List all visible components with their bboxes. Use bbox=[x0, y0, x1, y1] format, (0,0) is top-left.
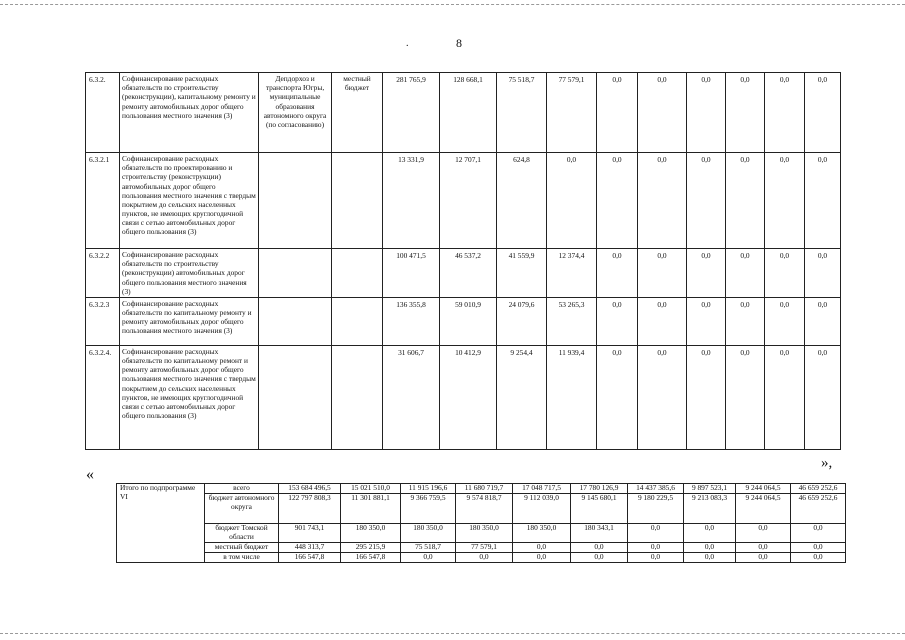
summary-funding-source: в том числе bbox=[205, 552, 279, 562]
summary-amount-cell: 0,0 bbox=[513, 542, 571, 552]
amount-cell: 0,0 bbox=[638, 345, 687, 449]
item-executor bbox=[259, 345, 332, 449]
summary-amount-cell: 9 897 523,1 bbox=[684, 484, 736, 494]
summary-row bbox=[117, 542, 846, 552]
item-name: Софинансирование расходных обязательств по проектированию и строительству (реконструкции) автомобильных дорог общего пользования местного значения с твердым покрытием до сельских населенных пунктов, не имеющих круглогодичной связи с сетью автомобильных дорог общего пользования (3) bbox=[120, 153, 259, 249]
amount-cell: 11 939,4 bbox=[547, 345, 597, 449]
amount-cell: 59 010,9 bbox=[440, 297, 497, 345]
amount-cell: 0,0 bbox=[687, 73, 726, 153]
amount-cell: 0,0 bbox=[597, 345, 638, 449]
summary-amount-cell: 0,0 bbox=[401, 552, 456, 562]
item-funding-source bbox=[332, 153, 383, 249]
item-name: Софинансирование расходных обязательств по строительству (реконструкции), капитальному ремонту и ремонту автомобильных дорог общего пользования местного значения (3) bbox=[120, 73, 259, 153]
summary-amount-cell: 9 145 680,1 bbox=[571, 494, 628, 524]
summary-funding-source: местный бюджет bbox=[205, 542, 279, 552]
item-name: Софинансирование расходных обязательств по капитальному ремонту и ремонту автомобильных дорог общего пользования местного значения (3) bbox=[120, 297, 259, 345]
item-code: 6.3.2.3 bbox=[86, 297, 120, 345]
summary-amount-cell: 9 244 064,5 bbox=[736, 484, 791, 494]
summary-amount-cell: 0,0 bbox=[628, 524, 684, 543]
amount-cell: 0,0 bbox=[597, 297, 638, 345]
summary-amount-cell: 0,0 bbox=[456, 552, 513, 562]
summary-amount-cell: 0,0 bbox=[736, 524, 791, 543]
amount-cell: 0,0 bbox=[597, 249, 638, 298]
table-row bbox=[86, 249, 841, 298]
amount-cell: 624,8 bbox=[497, 153, 547, 249]
summary-amount-cell: 75 518,7 bbox=[401, 542, 456, 552]
summary-amount-cell: 0,0 bbox=[571, 552, 628, 562]
summary-amount-cell: 180 350,0 bbox=[456, 524, 513, 543]
amount-cell: 0,0 bbox=[687, 153, 726, 249]
summary-amount-cell: 180 350,0 bbox=[513, 524, 571, 543]
summary-amount-cell: 11 680 719,7 bbox=[456, 484, 513, 494]
amount-cell: 0,0 bbox=[765, 345, 805, 449]
summary-amount-cell: 0,0 bbox=[628, 552, 684, 562]
amount-cell: 128 668,1 bbox=[440, 73, 497, 153]
amount-cell: 100 471,5 bbox=[383, 249, 440, 298]
summary-amount-cell: 0,0 bbox=[791, 552, 846, 562]
summary-amount-cell: 180 350,0 bbox=[341, 524, 401, 543]
summary-amount-cell: 9 574 818,7 bbox=[456, 494, 513, 524]
subprogram-total-body bbox=[117, 484, 846, 563]
table-row bbox=[86, 73, 841, 153]
amount-cell: 0,0 bbox=[805, 345, 841, 449]
amount-cell: 0,0 bbox=[638, 249, 687, 298]
summary-amount-cell: 11 301 881,1 bbox=[341, 494, 401, 524]
summary-row bbox=[117, 494, 846, 524]
summary-amount-cell: 0,0 bbox=[571, 542, 628, 552]
summary-amount-cell: 0,0 bbox=[684, 552, 736, 562]
item-code: 6.3.2.4. bbox=[86, 345, 120, 449]
table-row bbox=[86, 345, 841, 449]
item-executor bbox=[259, 153, 332, 249]
summary-amount-cell: 122 797 808,3 bbox=[279, 494, 341, 524]
summary-row bbox=[117, 524, 846, 543]
amount-cell: 0,0 bbox=[547, 153, 597, 249]
summary-amount-cell: 77 579,1 bbox=[456, 542, 513, 552]
amount-cell: 0,0 bbox=[687, 249, 726, 298]
amount-cell: 12 707,1 bbox=[440, 153, 497, 249]
amount-cell: 0,0 bbox=[687, 345, 726, 449]
amount-cell: 0,0 bbox=[687, 297, 726, 345]
summary-amount-cell: 14 437 385,6 bbox=[628, 484, 684, 494]
summary-amount-cell: 0,0 bbox=[628, 542, 684, 552]
item-executor bbox=[259, 297, 332, 345]
amount-cell: 0,0 bbox=[638, 297, 687, 345]
amount-cell: 0,0 bbox=[765, 297, 805, 345]
amount-cell: 0,0 bbox=[597, 73, 638, 153]
amount-cell: 0,0 bbox=[805, 249, 841, 298]
summary-amount-cell: 17 048 717,5 bbox=[513, 484, 571, 494]
amount-cell: 0,0 bbox=[765, 73, 805, 153]
quote-open: « bbox=[86, 466, 94, 483]
item-funding-source: местный бюджет bbox=[332, 73, 383, 153]
amount-cell: 46 537,2 bbox=[440, 249, 497, 298]
item-executor: Депдорхоз и транспорта Югры, муниципальные образования автономного округа (по согласованию) bbox=[259, 73, 332, 153]
scan-edge-bottom bbox=[0, 633, 905, 634]
summary-funding-source: бюджет Томской области bbox=[205, 524, 279, 543]
summary-amount-cell: 15 021 510,0 bbox=[341, 484, 401, 494]
amount-cell: 0,0 bbox=[726, 73, 765, 153]
amount-cell: 0,0 bbox=[726, 297, 765, 345]
page-dot-mark: . bbox=[406, 38, 409, 49]
summary-amount-cell: 9 180 229,5 bbox=[628, 494, 684, 524]
amount-cell: 77 579,1 bbox=[547, 73, 597, 153]
amount-cell: 0,0 bbox=[765, 153, 805, 249]
summary-row bbox=[117, 552, 846, 562]
amount-cell: 0,0 bbox=[726, 153, 765, 249]
item-code: 6.3.2.1 bbox=[86, 153, 120, 249]
item-code: 6.3.2. bbox=[86, 73, 120, 153]
summary-amount-cell: 9 366 759,5 bbox=[401, 494, 456, 524]
item-code: 6.3.2.2 bbox=[86, 249, 120, 298]
amount-cell: 12 374,4 bbox=[547, 249, 597, 298]
amount-cell: 0,0 bbox=[638, 153, 687, 249]
amount-cell: 9 254,4 bbox=[497, 345, 547, 449]
summary-amount-cell: 0,0 bbox=[791, 524, 846, 543]
summary-amount-cell: 0,0 bbox=[736, 552, 791, 562]
summary-amount-cell: 180 350,0 bbox=[401, 524, 456, 543]
summary-amount-cell: 166 547,8 bbox=[279, 552, 341, 562]
summary-amount-cell: 46 659 252,6 bbox=[791, 484, 846, 494]
summary-amount-cell: 0,0 bbox=[684, 542, 736, 552]
summary-amount-cell: 448 313,7 bbox=[279, 542, 341, 552]
summary-amount-cell: 295 215,9 bbox=[341, 542, 401, 552]
amount-cell: 31 606,7 bbox=[383, 345, 440, 449]
scan-edge-top bbox=[0, 4, 905, 5]
amount-cell: 281 765,9 bbox=[383, 73, 440, 153]
subprogram-total-table bbox=[116, 483, 846, 563]
quote-close: », bbox=[821, 455, 833, 471]
summary-amount-cell: 901 743,1 bbox=[279, 524, 341, 543]
item-funding-source bbox=[332, 249, 383, 298]
amount-cell: 136 355,8 bbox=[383, 297, 440, 345]
amount-cell: 0,0 bbox=[805, 153, 841, 249]
summary-amount-cell: 9 112 039,0 bbox=[513, 494, 571, 524]
summary-amount-cell: 9 244 064,5 bbox=[736, 494, 791, 524]
summary-amount-cell: 0,0 bbox=[513, 552, 571, 562]
table-row bbox=[86, 297, 841, 345]
summary-amount-cell: 9 213 083,3 bbox=[684, 494, 736, 524]
summary-amount-cell: 153 684 496,5 bbox=[279, 484, 341, 494]
amount-cell: 0,0 bbox=[805, 297, 841, 345]
summary-amount-cell: 0,0 bbox=[736, 542, 791, 552]
summary-label: Итого по подпрограмме VI bbox=[117, 484, 205, 563]
item-name: Софинансирование расходных обязательств по строительству (реконструкции) автомобильных дорог общего пользования местного значения (3) bbox=[120, 249, 259, 298]
amount-cell: 53 265,3 bbox=[547, 297, 597, 345]
summary-amount-cell: 180 343,1 bbox=[571, 524, 628, 543]
summary-row bbox=[117, 484, 846, 494]
budget-items-body bbox=[86, 73, 841, 450]
amount-cell: 0,0 bbox=[638, 73, 687, 153]
budget-items-table bbox=[85, 72, 841, 450]
item-name: Софинансирование расходных обязательств по капитальному ремонт и ремонту автомобильных дорог общего пользования местного значения с твердым покрытием до сельских населенных пунктов, не имеющих круглогодичной связи с сетью автомобильных дорог общего пользования (3) bbox=[120, 345, 259, 449]
summary-amount-cell: 11 915 196,6 bbox=[401, 484, 456, 494]
item-funding-source bbox=[332, 297, 383, 345]
summary-amount-cell: 46 659 252,6 bbox=[791, 494, 846, 524]
summary-funding-source: бюджет автономного округа bbox=[205, 494, 279, 524]
amount-cell: 10 412,9 bbox=[440, 345, 497, 449]
amount-cell: 24 079,6 bbox=[497, 297, 547, 345]
amount-cell: 0,0 bbox=[726, 249, 765, 298]
summary-amount-cell: 17 780 126,9 bbox=[571, 484, 628, 494]
summary-amount-cell: 0,0 bbox=[684, 524, 736, 543]
page-number: 8 bbox=[456, 36, 462, 50]
summary-amount-cell: 166 547,8 bbox=[341, 552, 401, 562]
item-funding-source bbox=[332, 345, 383, 449]
amount-cell: 0,0 bbox=[726, 345, 765, 449]
amount-cell: 75 518,7 bbox=[497, 73, 547, 153]
item-executor bbox=[259, 249, 332, 298]
amount-cell: 0,0 bbox=[805, 73, 841, 153]
table-row bbox=[86, 153, 841, 249]
summary-funding-source: всего bbox=[205, 484, 279, 494]
amount-cell: 0,0 bbox=[765, 249, 805, 298]
amount-cell: 13 331,9 bbox=[383, 153, 440, 249]
amount-cell: 41 559,9 bbox=[497, 249, 547, 298]
amount-cell: 0,0 bbox=[597, 153, 638, 249]
summary-amount-cell: 0,0 bbox=[791, 542, 846, 552]
